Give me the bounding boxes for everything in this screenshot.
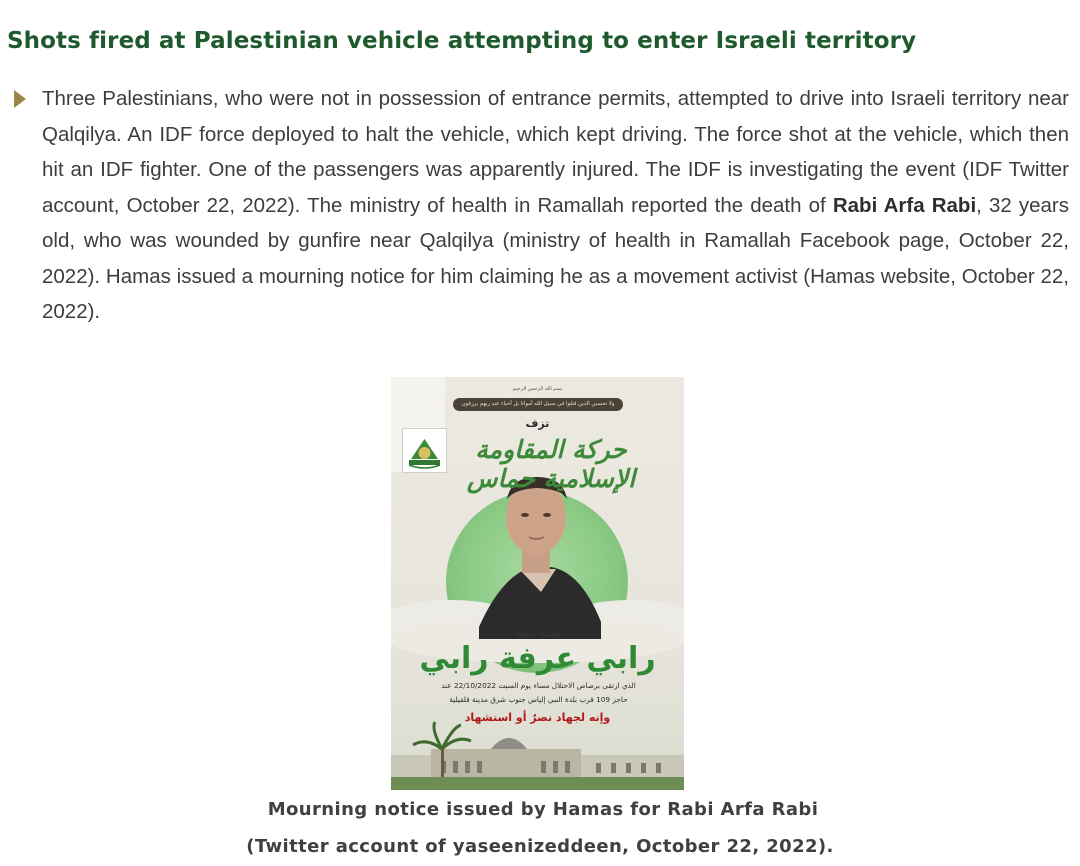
poster-basmala: بسم الله الرحمن الرحيم: [512, 386, 563, 392]
poster-announces: تزف: [525, 417, 550, 430]
poster-martyr-label: شهيدها المجاهد: [514, 630, 561, 638]
poster-detail-line-2: حاجز 109 قرب بلدة النبي إلياس جنوب شرق مدينة قلقيلية: [449, 695, 628, 704]
poster-detail-line-1: الذي ارتقى برصاص الاحتلال مساء يوم السبت 22/10/2022 عند: [441, 681, 636, 690]
article-heading: Shots fired at Palestinian vehicle attempting to enter Israeli territory: [7, 28, 917, 54]
image-caption-line-2: (Twitter account of yaseenizeddeen, October 22, 2022).: [246, 836, 834, 857]
person-name: Rabi Arfa Rabi: [832, 193, 977, 217]
paragraph-text-start: Three Palestinians, who were not in possession of entrance permits, attempted to drive into Israeli territory near Qalqilya. An IDF force deployed to halt the vehicle, which kept driving. The force shot at the vehicle, which then hit an IDF fighter. One of the passengers was apparently injured. The IDF is investigating the event (IDF Twitter account, October 22, 2022). The ministry of health in Ramallah reported the death of: [42, 87, 1069, 217]
poster-martyr-name: رابي عرفة رابي: [419, 641, 656, 676]
article-paragraph: [42, 81, 1069, 330]
triangle-right-icon: [14, 90, 26, 108]
paragraph-text-end: , 32 years old, who was wounded by gunfire near Qalqilya (ministry of health in Ramallah Facebook page, October 22, 2022). Hamas issued a mourning notice for him claiming he as a movement activist (Hamas website, October 22, 2022).: [42, 193, 1069, 323]
mourning-notice-image: [391, 377, 684, 790]
poster-verse-banner: ولا تحسبن الذين قتلوا في سبيل الله أمواتا بل أحياء عند ربهم يرزقون: [453, 398, 623, 411]
image-caption-line-1: Mourning notice issued by Hamas for Rabi Arfa Rabi: [267, 799, 819, 820]
poster-movement-name: حركة المقاومة الإسلامية حماس: [466, 435, 636, 493]
poster-slogan: وإنه لجهاد نصرٌ أو استشهاد: [464, 711, 611, 724]
